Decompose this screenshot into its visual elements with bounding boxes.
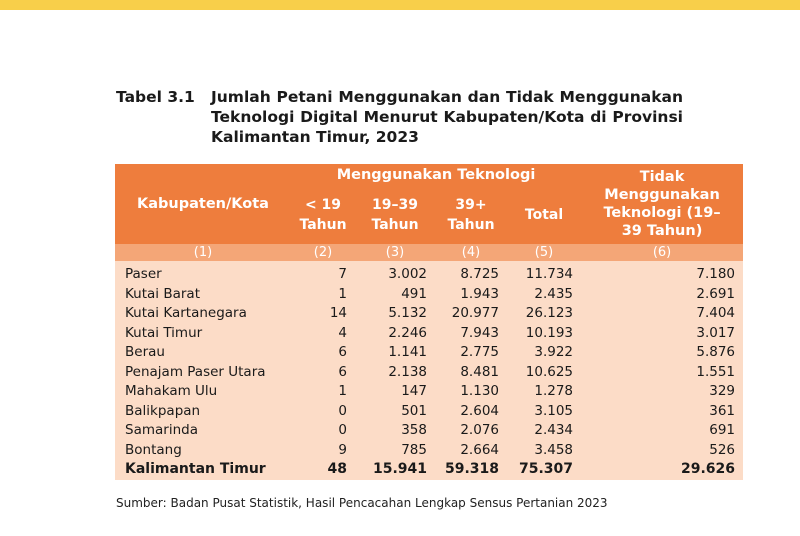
header-19-39 (355, 186, 435, 244)
cell-total: 10.625 (507, 363, 581, 383)
header-19-39-text: 19–39 Tahun (371, 197, 419, 233)
table-row (115, 324, 743, 344)
total-total: 75.307 (507, 460, 581, 480)
cell-tidak: 1.551 (581, 363, 743, 383)
cell-name: Berau (115, 343, 291, 363)
cell-39plus: 8.481 (435, 363, 507, 383)
cell-tidak: 5.876 (581, 343, 743, 363)
cell-tidak: 526 (581, 441, 743, 461)
cell-19-39: 1.141 (355, 343, 435, 363)
header-tidak-text: Tidak Menggunakan Teknologi (19–39 Tahun) (603, 169, 721, 239)
cell-lt19: 6 (291, 363, 355, 383)
header-total: Total (507, 186, 581, 244)
cell-tidak: 2.691 (581, 285, 743, 305)
cell-39plus: 1.943 (435, 285, 507, 305)
cell-39plus: 2.604 (435, 402, 507, 422)
data-table (115, 164, 743, 478)
cell-total: 2.435 (507, 285, 581, 305)
cell-19-39: 5.132 (355, 304, 435, 324)
cell-name: Kutai Barat (115, 285, 291, 305)
column-number-row (115, 244, 743, 261)
header-menggunakan: Menggunakan Teknologi (291, 164, 581, 186)
cell-total: 3.458 (507, 441, 581, 461)
cell-39plus: 2.664 (435, 441, 507, 461)
table-number: Tabel 3.1 (116, 88, 195, 106)
cell-19-39: 147 (355, 382, 435, 402)
cell-39plus: 2.775 (435, 343, 507, 363)
table-row (115, 421, 743, 441)
total-lt19: 48 (291, 460, 355, 480)
cell-39plus: 20.977 (435, 304, 507, 324)
cell-total: 10.193 (507, 324, 581, 344)
cell-19-39: 501 (355, 402, 435, 422)
cell-name: Kutai Kartanegara (115, 304, 291, 324)
cell-tidak: 329 (581, 382, 743, 402)
total-tidak: 29.626 (581, 460, 743, 480)
table-row (115, 441, 743, 461)
header-kabupaten: Kabupaten/Kota (115, 164, 291, 244)
table-row (115, 363, 743, 383)
header-lt19 (291, 186, 355, 244)
cell-name: Bontang (115, 441, 291, 461)
cell-name: Penajam Paser Utara (115, 363, 291, 383)
table-row (115, 402, 743, 422)
cell-lt19: 1 (291, 382, 355, 402)
cell-39plus: 2.076 (435, 421, 507, 441)
column-number: (1) (115, 244, 291, 261)
header-39plus (435, 186, 507, 244)
cell-total: 11.734 (507, 261, 581, 285)
cell-lt19: 6 (291, 343, 355, 363)
table-caption (116, 87, 683, 147)
header-tidak-menggunakan (581, 164, 743, 244)
cell-name: Kutai Timur (115, 324, 291, 344)
cell-lt19: 1 (291, 285, 355, 305)
cell-total: 26.123 (507, 304, 581, 324)
cell-name: Paser (115, 261, 291, 285)
cell-lt19: 14 (291, 304, 355, 324)
column-number: (6) (581, 244, 743, 261)
cell-19-39: 785 (355, 441, 435, 461)
total-name: Kalimantan Timur (115, 460, 291, 480)
cell-tidak: 361 (581, 402, 743, 422)
cell-lt19: 0 (291, 402, 355, 422)
cell-tidak: 3.017 (581, 324, 743, 344)
cell-lt19: 4 (291, 324, 355, 344)
cell-39plus: 7.943 (435, 324, 507, 344)
cell-39plus: 1.130 (435, 382, 507, 402)
cell-tidak: 691 (581, 421, 743, 441)
table-row (115, 285, 743, 305)
cell-tidak: 7.180 (581, 261, 743, 285)
cell-19-39: 2.246 (355, 324, 435, 344)
cell-19-39: 358 (355, 421, 435, 441)
cell-39plus: 8.725 (435, 261, 507, 285)
total-39plus: 59.318 (435, 460, 507, 480)
cell-name: Samarinda (115, 421, 291, 441)
cell-lt19: 7 (291, 261, 355, 285)
cell-tidak: 7.404 (581, 304, 743, 324)
column-number: (5) (507, 244, 581, 261)
table-title: Jumlah Petani Menggunakan dan Tidak Menggunakan Teknologi Digital Menurut Kabupaten/Kota di Provinsi Kalimantan Timur, 2023 (211, 88, 683, 146)
cell-19-39: 3.002 (355, 261, 435, 285)
table-row (115, 343, 743, 363)
cell-lt19: 9 (291, 441, 355, 461)
column-number: (3) (355, 244, 435, 261)
total-row (115, 460, 743, 480)
table-row (115, 382, 743, 402)
source-note: Sumber: Badan Pusat Statistik, Hasil Pencacahan Lengkap Sensus Pertanian 2023 (116, 496, 608, 510)
header-39plus-text: 39+ Tahun (447, 197, 495, 233)
table-row (115, 261, 743, 285)
header-lt19-text: < 19 Tahun (299, 197, 347, 233)
cell-total: 3.922 (507, 343, 581, 363)
column-number: (4) (435, 244, 507, 261)
cell-total: 1.278 (507, 382, 581, 402)
cell-19-39: 2.138 (355, 363, 435, 383)
total-19-39: 15.941 (355, 460, 435, 480)
table-row (115, 304, 743, 324)
cell-lt19: 0 (291, 421, 355, 441)
cell-total: 2.434 (507, 421, 581, 441)
cell-name: Balikpapan (115, 402, 291, 422)
cell-name: Mahakam Ulu (115, 382, 291, 402)
column-number: (2) (291, 244, 355, 261)
cell-19-39: 491 (355, 285, 435, 305)
top-accent-bar (0, 0, 800, 10)
cell-total: 3.105 (507, 402, 581, 422)
